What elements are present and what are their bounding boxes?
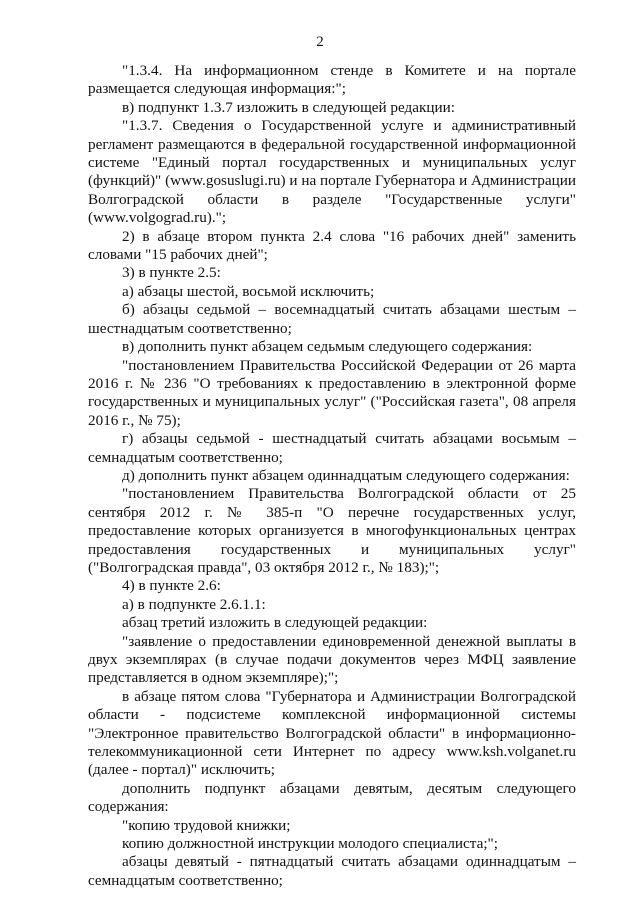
paragraph-1-3-7: "1.3.7. Сведения о Государственной услуге и административный регламент размещаются в федеральной государственной информационной системе "Единый портал государственных и муниципальных услуг (функций)" (www.gosuslugi.ru) и на портале Губернатора и Администрации Волгоградской области в разделе "Государственные услуги" (www.volgograd.ru)."; (88, 117, 576, 227)
paragraph-job-instruction: копию должностной инструкции молодого специалиста;"; (122, 835, 498, 853)
paragraph-renumber: абзацы девятый - пятнадцатый считать абзацами одиннадцатым – семнадцатым соответственно; (88, 853, 576, 889)
paragraph-labor-book: "копию трудовой книжки; (122, 816, 291, 834)
paragraph-third-abzac: абзац третий изложить в следующей редакции: (122, 614, 428, 632)
paragraph-item-3a: а) абзацы шестой, восьмой исключить; (122, 282, 375, 300)
paragraph-application: "заявление о предоставлении единовременной денежной выплаты в двух экземплярах (в случае подачи документов через МФЦ заявление представляется в одном экземпляре);"; (88, 632, 576, 687)
paragraph-item-3: 3) в пункте 2.5: (122, 264, 221, 282)
paragraph-item-3b: б) абзацы седьмой – восемнадцатый считать абзацами шестым – шестнадцатым соответственно; (88, 301, 576, 337)
paragraph-item-4: 4) в пункте 2.6: (122, 577, 221, 595)
paragraph-supplement: дополнить подпункт абзацами девятым, десятым следующего содержания: (88, 779, 576, 816)
paragraph-item-3v: в) дополнить пункт абзацем седьмым следующего содержания: (122, 338, 533, 356)
paragraph-item-4a: а) в подпункте 2.6.1.1: (122, 595, 266, 613)
paragraph-fifth-abzac: в абзаце пятом слова "Губернатора и Администрации Волгоградской области - подсистеме комплексной информационной системы "Электронное правительство Волгоградской области" в информационно-телекоммуникационной сети Интернет по адресу www.ksh.volganet.ru (далее - портал)" исключить; (88, 687, 576, 779)
paragraph-item-3g: г) абзацы седьмой - шестнадцатый считать абзацами восьмым – семнадцатым соответственно; (88, 430, 576, 466)
document-body (88, 62, 576, 890)
paragraph-decree-385: "постановлением Правительства Волгоградской области от 25 сентября 2012 г. № 385-п "О перечне государственных услуг, предоставление которых организуется в многофункциональных центрах предоставления государственных и муниципальных услуг" ("Волгоградская правда", 03 октября 2012 г., № 183);"; (88, 485, 576, 576)
paragraph-item-3d: д) дополнить пункт абзацем одиннадцатым следующего содержания: (122, 466, 570, 484)
paragraph-item-v-1: в) подпункт 1.3.7 изложить в следующей редакции: (122, 98, 456, 116)
page-number: 2 (316, 34, 324, 50)
paragraph-item-2: 2) в абзаце втором пункта 2.4 слова "16 рабочих дней" заменить словами "15 рабочих дней"; (88, 227, 576, 264)
paragraph-decree-236: "постановлением Правительства Российской Федерации от 26 марта 2016 г. № 236 "О требованиях к предоставлению в электронной форме государственных и муниципальных услуг" ("Российская газета", 08 апреля 2016 г., № 75); (88, 356, 576, 429)
paragraph-1-3-4: "1.3.4. На информационном стенде в Комитете и на портале размещается следующая информация:"; (88, 62, 576, 98)
